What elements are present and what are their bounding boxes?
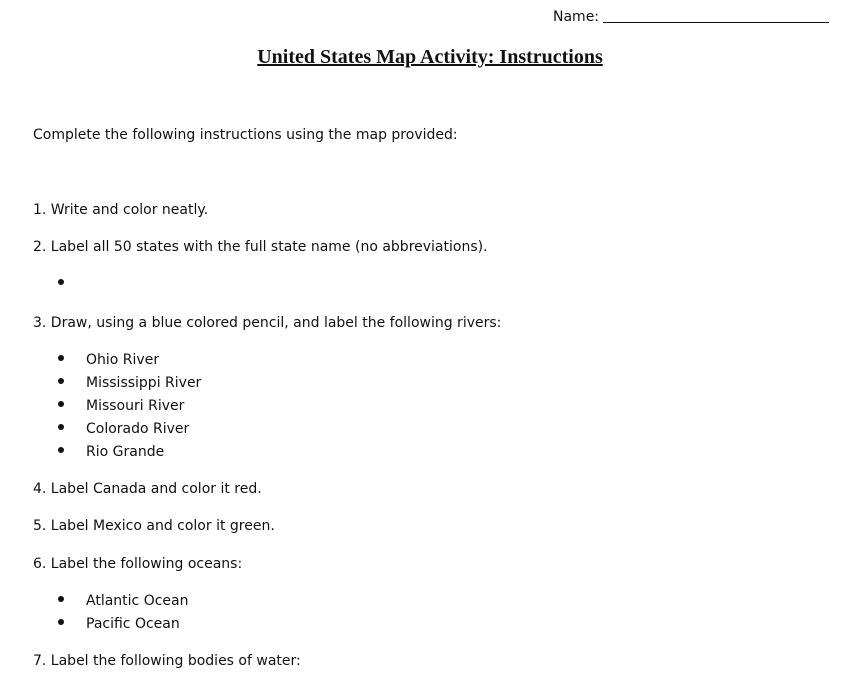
instruction-6: 6. Label the following oceans: xyxy=(33,556,243,572)
bullet-icon xyxy=(58,447,64,453)
river-list-item xyxy=(58,375,202,391)
intro-text: Complete the following instructions using the map provided: xyxy=(33,127,458,143)
instruction-3: 3. Draw, using a blue colored pencil, and label the following rivers: xyxy=(33,315,502,331)
bullet-icon xyxy=(58,401,64,407)
bullet-icon xyxy=(58,378,64,384)
instruction-2: 2. Label all 50 states with the full state name (no abbreviations). xyxy=(33,239,488,255)
river-list-item xyxy=(58,421,190,437)
instruction-7: 7. Label the following bodies of water: xyxy=(33,653,301,669)
ocean-label: Atlantic Ocean xyxy=(86,593,189,609)
ocean-label: Pacific Ocean xyxy=(86,616,180,632)
ocean-list-item xyxy=(58,616,180,632)
ocean-list-item xyxy=(58,593,189,609)
bullet-icon xyxy=(58,279,64,285)
bullet-icon xyxy=(58,424,64,430)
bullet-icon xyxy=(58,619,64,625)
bullet-icon xyxy=(58,355,64,361)
empty-bullet xyxy=(58,276,64,292)
name-label: Name: xyxy=(553,9,600,25)
page-title: United States Map Activity: Instructions xyxy=(257,46,603,68)
name-blank-line[interactable] xyxy=(603,22,829,23)
river-label: Ohio River xyxy=(86,352,160,368)
bullet-icon xyxy=(58,596,64,602)
river-list-item xyxy=(58,352,160,368)
instruction-5: 5. Label Mexico and color it green. xyxy=(33,518,275,534)
instruction-1: 1. Write and color neatly. xyxy=(33,202,209,218)
river-label: Missouri River xyxy=(86,398,185,414)
name-field[interactable] xyxy=(553,9,829,25)
river-label: Rio Grande xyxy=(86,444,165,460)
river-label: Mississippi River xyxy=(86,375,202,391)
river-list-item xyxy=(58,398,185,414)
river-label: Colorado River xyxy=(86,421,190,437)
instruction-4: 4. Label Canada and color it red. xyxy=(33,481,262,497)
river-list-item xyxy=(58,444,165,460)
